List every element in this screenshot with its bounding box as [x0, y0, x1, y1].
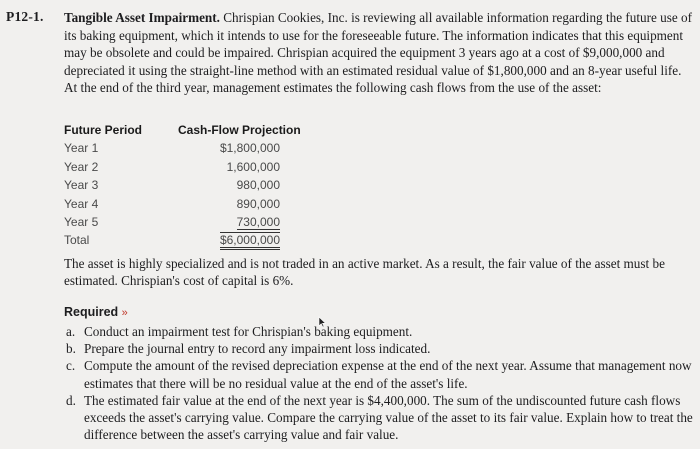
- chevron-right-icon: »: [121, 307, 128, 319]
- header-cash-flow-projection: Cash-Flow Projection: [178, 123, 301, 137]
- problem-number: P12-1.: [6, 9, 44, 24]
- header-future-period: Future Period: [64, 123, 143, 137]
- item-letter: b.: [66, 341, 76, 357]
- list-item: [64, 340, 694, 357]
- item-letter: d.: [66, 392, 76, 408]
- required-list: [64, 323, 694, 443]
- required-label: Required: [64, 305, 119, 319]
- total-value: [174, 231, 280, 249]
- list-item: [64, 392, 694, 444]
- problem-intro: [64, 9, 694, 97]
- problem-title: Tangible Asset Impairment.: [64, 10, 220, 25]
- item-text: The estimated fair value at the end of the next year is $4,400,000. The sum of the undiscounted future cash flows exceeds the asset's carrying value. Compare the carrying value of the asset to its fair value. Explain how to treat the difference between the asset's carrying value and fair value.: [84, 392, 693, 443]
- item-letter: a.: [66, 324, 76, 339]
- total-value-text: $6,000,000: [220, 232, 280, 250]
- item-letter: c.: [66, 358, 76, 374]
- required-heading: [64, 305, 128, 319]
- row-period: Year 2: [64, 159, 99, 174]
- row-value: 890,000: [236, 196, 280, 211]
- row-value: $1,800,000: [219, 141, 280, 156]
- row-period: Year 4: [64, 196, 99, 211]
- list-item: [64, 357, 694, 391]
- row-value: 980,000: [236, 178, 280, 193]
- list-item: [64, 323, 694, 340]
- problem-intro-text: Chrispian Cookies, Inc. is reviewing all available information regarding the future use of its baking equipment, which it intends to use for the foreseeable future. The information indicates that this equipment may be obsolete and could be impaired. Chrispian acquired the equipment 3 years ago at a cost of $9,000,000 and depreciated it using the straight-line method with an estimated residual value of $1,800,000 and an 8-year useful life. At the end of the third year, management estimates the following cash flows from the use of the asset:: [64, 10, 693, 96]
- item-text: Compute the amount of the revised depreciation expense at the end of the next year. Assume that management now estimates that there will be no residual value at the end of the asset's life.: [84, 358, 692, 391]
- row-value-text: 730,000: [236, 214, 280, 229]
- row-period: Year 5: [64, 214, 99, 229]
- item-text: Conduct an impairment test for Chrispian's baking equipment.: [84, 324, 413, 339]
- total-label: Total: [64, 233, 90, 248]
- row-period: Year 1: [64, 141, 99, 156]
- row-value: 1,600,000: [226, 159, 280, 174]
- fair-value-paragraph: The asset is highly specialized and is not traded in an active market. As a result, the fair value of the asset must be estimated. Chrispian's cost of capital is 6%.: [64, 256, 665, 289]
- row-value: [174, 213, 280, 231]
- item-text: Prepare the journal entry to record any impairment loss indicated.: [84, 341, 431, 357]
- row-period: Year 3: [64, 178, 99, 193]
